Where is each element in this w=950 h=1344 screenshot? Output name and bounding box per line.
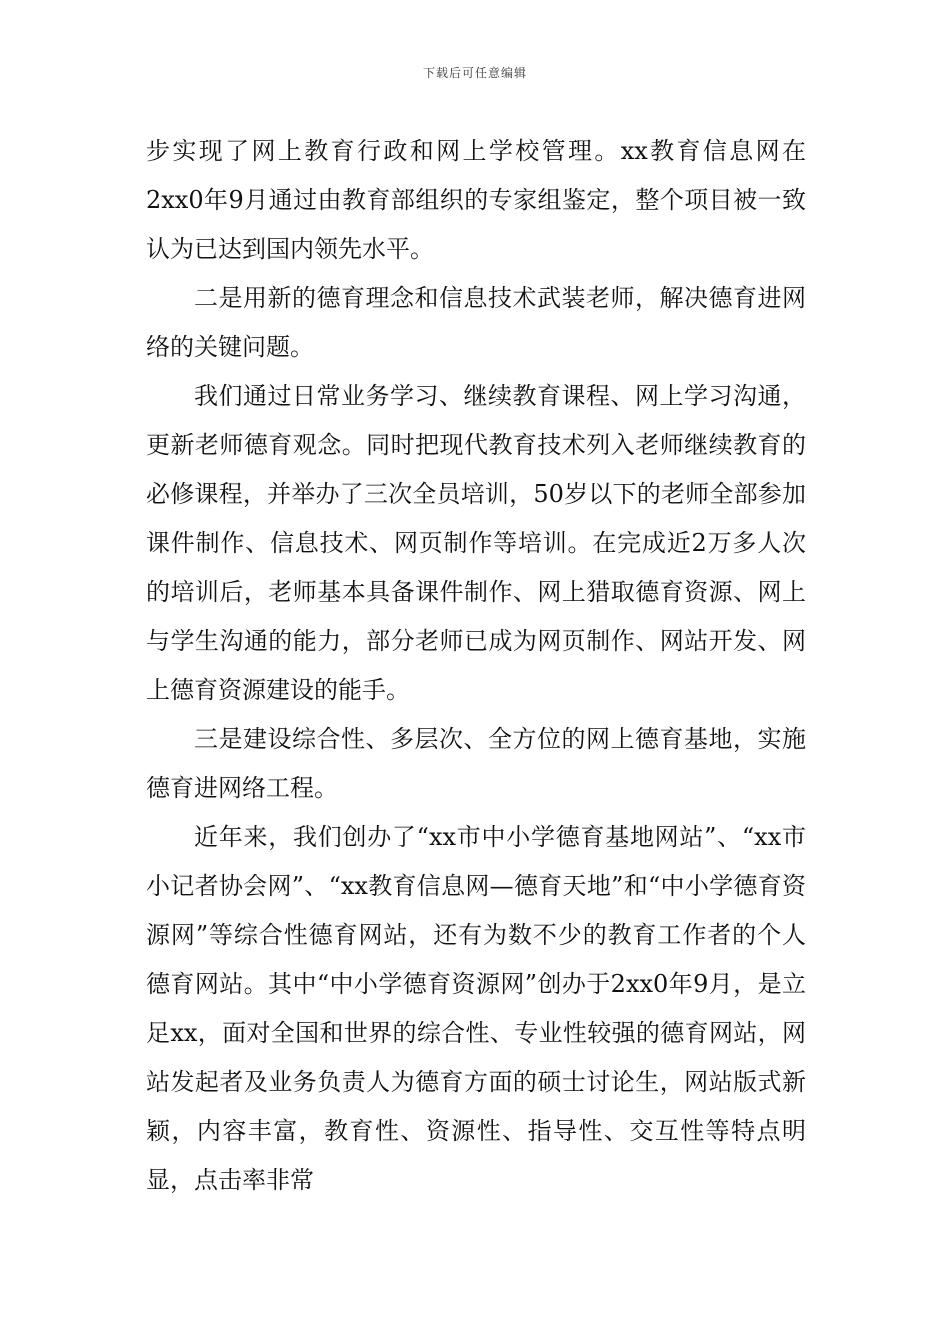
paragraph-5: 近年来，我们创办了“xx市中小学德育基地网站”、“xx市小记者协会网”、“xx教育信息网—德育天地”和“中小学德育资源网”等综合性德育网站，还有为数不少的教育工作者的个人德育网站。其中“中小学德育资源网”创办于2xx0年9月，是立足xx，面对全国和世界的综合性、专业性较强的德育网站，网站发起者及业务负责人为德育方面的硕士讨论生，网站版式新颖，内容丰富，教育性、资源性、指导性、交互性等特点明显，点击率非常 bbox=[146, 823, 806, 1194]
paragraph-1: 步实现了网上教育行政和网上学校管理。xx教育信息网在2xx0年9月通过由教育部组织的专家组鉴定，整个项目被一致认为已达到国内领先水平。 bbox=[146, 137, 806, 263]
paragraph-4: 三是建设综合性、多层次、全方位的网上德育基地，实施德育进网络工程。 bbox=[146, 725, 806, 802]
document-body bbox=[146, 127, 806, 1205]
paragraph-3: 我们通过日常业务学习、继续教育课程、网上学习沟通，更新老师德育观念。同时把现代教育技术列入老师继续教育的必修课程，并举办了三次全员培训，50岁以下的老师全部参加课件制作、信息技术、网页制作等培训。在完成近2万多人次的培训后，老师基本具备课件制作、网上猎取德育资源、网上与学生沟通的能力，部分老师已成为网页制作、网站开发、网上德育资源建设的能手。 bbox=[146, 382, 806, 704]
paragraph-2: 二是用新的德育理念和信息技术武装老师，解决德育进网络的关键问题。 bbox=[146, 284, 806, 361]
page-header: 下载后可任意编辑 bbox=[422, 66, 527, 80]
